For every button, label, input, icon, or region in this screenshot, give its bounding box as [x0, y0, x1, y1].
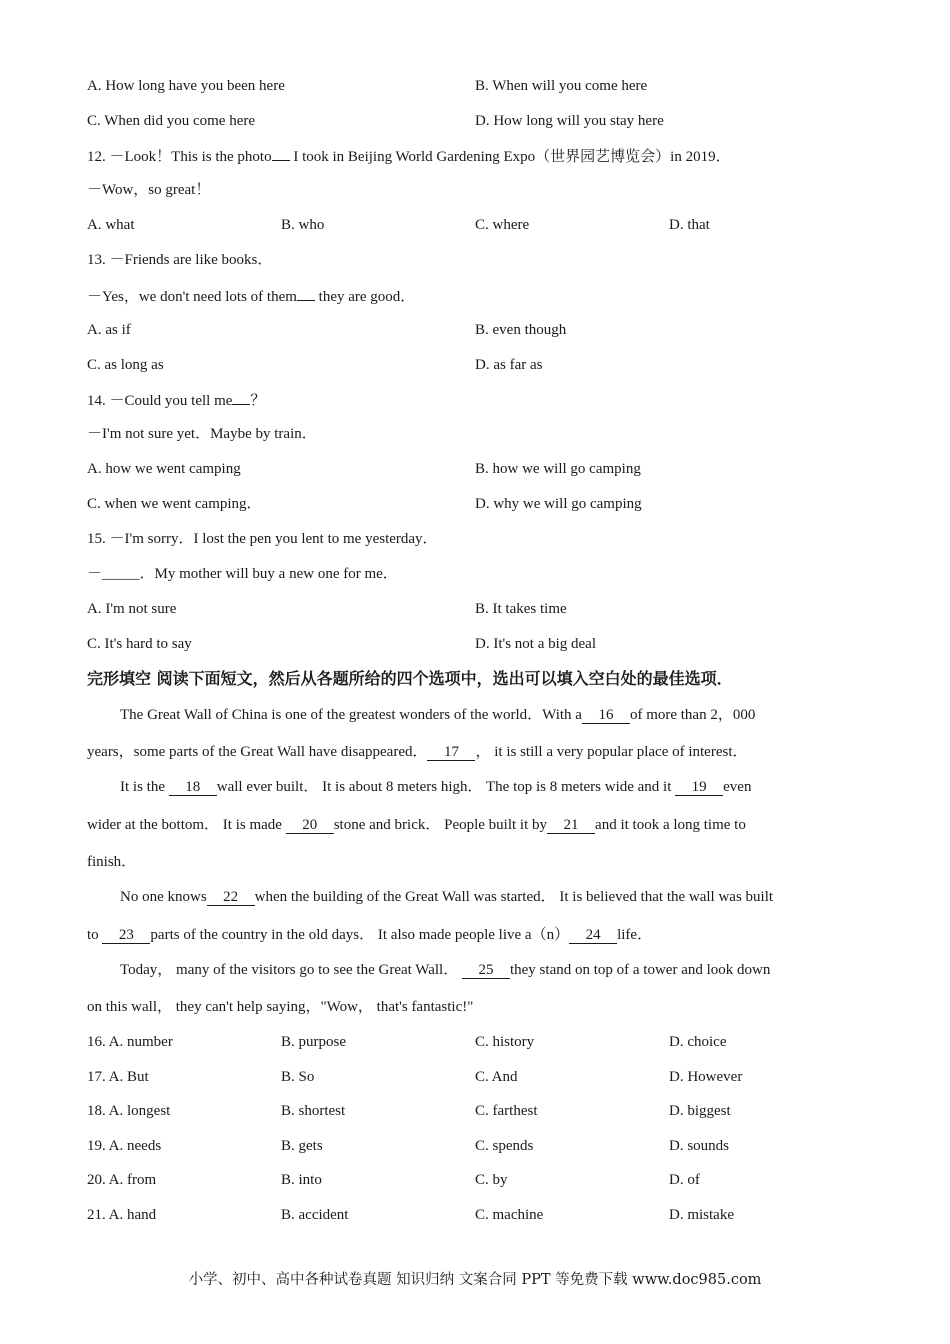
q13-reply-text: －Yes，we don't need lots of them — [87, 289, 297, 305]
q13-blank — [297, 284, 315, 301]
passage-text: life． — [617, 927, 653, 943]
blank-23: 23 — [102, 927, 150, 944]
q21-option-c: C. machine — [475, 1207, 544, 1223]
passage-line-1 — [120, 704, 755, 726]
q20-option-c: C. by — [475, 1172, 508, 1188]
q13-option-d: D. as far as — [475, 357, 543, 373]
q11-option-a: A. How long have you been here — [87, 78, 285, 94]
q16-option-d: D. choice — [669, 1034, 727, 1050]
q19-option-c: C. spends — [475, 1138, 534, 1154]
q15-reply — [87, 563, 398, 585]
passage-text: No one knows — [120, 889, 207, 905]
passage-text: to — [87, 927, 103, 943]
blank-19: 19 — [675, 779, 723, 796]
passage-text: of more than 2，000 — [629, 707, 756, 723]
q18-option-a: 18. A. longest — [87, 1103, 171, 1119]
q16-option-a: 16. A. number — [87, 1034, 173, 1050]
passage-text: even — [723, 779, 752, 795]
passage-line-3 — [120, 776, 751, 798]
q13-option-b: B. even though — [475, 322, 567, 338]
q15-option-a: A. I'm not sure — [87, 601, 177, 617]
q15-option-c: C. It's hard to say — [87, 636, 192, 652]
q19-option-d: D. sounds — [669, 1138, 730, 1154]
q15-reply-dash: － — [87, 566, 103, 582]
q21-option-d: D. mistake — [669, 1207, 734, 1223]
q16-option-c: C. history — [475, 1034, 535, 1050]
q18-option-d: D. biggest — [669, 1103, 731, 1119]
blank-20: 20 — [286, 817, 334, 834]
q15-blank: _____ — [102, 566, 140, 582]
q14-prompt-text-end: ？ — [250, 393, 266, 409]
q11-option-c: C. When did you come here — [87, 113, 256, 129]
q14-prompt — [87, 388, 265, 410]
q14-option-a: A. how we went camping — [87, 461, 241, 477]
q14-option-c: C. when we went camping． — [87, 496, 262, 512]
q14-reply: －I'm not sure yet．Maybe by train． — [87, 426, 317, 442]
q19-option-b: B. gets — [281, 1138, 323, 1154]
q14-option-d: D. why we will go camping — [475, 496, 642, 512]
q13-option-a: A. as if — [87, 322, 131, 338]
blank-16: 16 — [582, 707, 630, 724]
passage-text: It is the — [120, 779, 169, 795]
q12-prompt — [87, 144, 731, 166]
q12-blank — [272, 144, 290, 161]
passage-text: wall ever built． It is about 8 meters high． The top is 8 meters wide and it — [216, 779, 676, 795]
blank-21: 21 — [547, 817, 595, 834]
passage-text: when the building of the Great Wall was started． It is believed that the wall was built — [254, 889, 774, 905]
q12-prompt-text: 12. －Look！This is the photo — [87, 149, 272, 165]
blank-17: 17 — [427, 744, 475, 761]
q11-option-d: D. How long will you stay here — [475, 113, 664, 129]
passage-text: they stand on top of a tower and look down — [509, 962, 771, 978]
q12-reply: －Wow，so great！ — [87, 182, 211, 198]
q12-prompt-text-end: I took in Beijing World Gardening Expo（世界园艺博览会）in 2019． — [289, 149, 731, 165]
q15-option-b: B. It takes time — [475, 601, 567, 617]
passage-text: stone and brick． People built it by — [333, 817, 548, 833]
passage-line-5: finish． — [87, 854, 137, 870]
q17-option-d: D. However — [669, 1069, 743, 1085]
passage-text: and it took a long time to — [595, 817, 746, 833]
passage-line-4 — [87, 814, 746, 836]
passage-text: Today， many of the visitors go to see the Great Wall． — [120, 962, 462, 978]
q15-option-d: D. It's not a big deal — [475, 636, 597, 652]
q20-option-d: D. of — [669, 1172, 700, 1188]
q12-option-d: D. that — [669, 217, 710, 233]
q16-option-b: B. purpose — [281, 1034, 346, 1050]
q14-prompt-text: 14. －Could you tell me — [87, 393, 233, 409]
q18-option-b: B. shortest — [281, 1103, 346, 1119]
passage-line-9: on this wall， they can't help saying，"Wow， that's fantastic!" — [87, 999, 474, 1015]
q20-option-b: B. into — [281, 1172, 322, 1188]
passage-line-7 — [87, 924, 652, 946]
q15-prompt: 15. －I'm sorry．I lost the pen you lent to me yesterday． — [87, 531, 438, 547]
q17-option-b: B. So — [281, 1069, 315, 1085]
passage-text: wider at the bottom． It is made — [87, 817, 286, 833]
q12-option-a: A. what — [87, 217, 135, 233]
q18-option-c: C. farthest — [475, 1103, 538, 1119]
blank-22: 22 — [207, 889, 255, 906]
passage-text: years，some parts of the Great Wall have disappeared． — [87, 744, 428, 760]
q15-reply-text: ．My mother will buy a new one for me． — [139, 566, 398, 582]
section-title: 完形填空 阅读下面短文，然后从各题所给的四个选项中，选出可以填入空白处的最佳选项． — [87, 669, 733, 688]
passage-text: The Great Wall of China is one of the greatest wonders of the world．With a — [120, 707, 582, 723]
blank-18: 18 — [169, 779, 217, 796]
q13-reply-text-end: they are good． — [314, 289, 416, 305]
q12-option-b: B. who — [281, 217, 325, 233]
q14-blank — [232, 388, 250, 405]
q17-option-c: C. And — [475, 1069, 518, 1085]
blank-25: 25 — [462, 962, 510, 979]
passage-line-6 — [120, 886, 773, 908]
q12-option-c: C. where — [475, 217, 530, 233]
page-footer: 小学、初中、高中各种试卷真题 知识归纳 文案合同 PPT 等免费下载 www.doc985.com — [188, 1272, 762, 1288]
passage-line-2 — [87, 741, 748, 763]
q19-option-a: 19. A. needs — [87, 1138, 162, 1154]
q17-option-a: 17. A. But — [87, 1069, 149, 1085]
q13-reply — [87, 284, 415, 306]
q13-prompt: 13. －Friends are like books． — [87, 252, 273, 268]
passage-text: ， it is still a very popular place of interest． — [475, 744, 748, 760]
q11-option-b: B. When will you come here — [475, 78, 648, 94]
q21-option-b: B. accident — [281, 1207, 349, 1223]
q13-option-c: C. as long as — [87, 357, 164, 373]
q14-option-b: B. how we will go camping — [475, 461, 641, 477]
q21-option-a: 21. A. hand — [87, 1207, 157, 1223]
blank-24: 24 — [569, 927, 617, 944]
q20-option-a: 20. A. from — [87, 1172, 157, 1188]
passage-text: parts of the country in the old days． It also made people live a（n） — [150, 927, 570, 943]
passage-line-8 — [120, 959, 770, 981]
